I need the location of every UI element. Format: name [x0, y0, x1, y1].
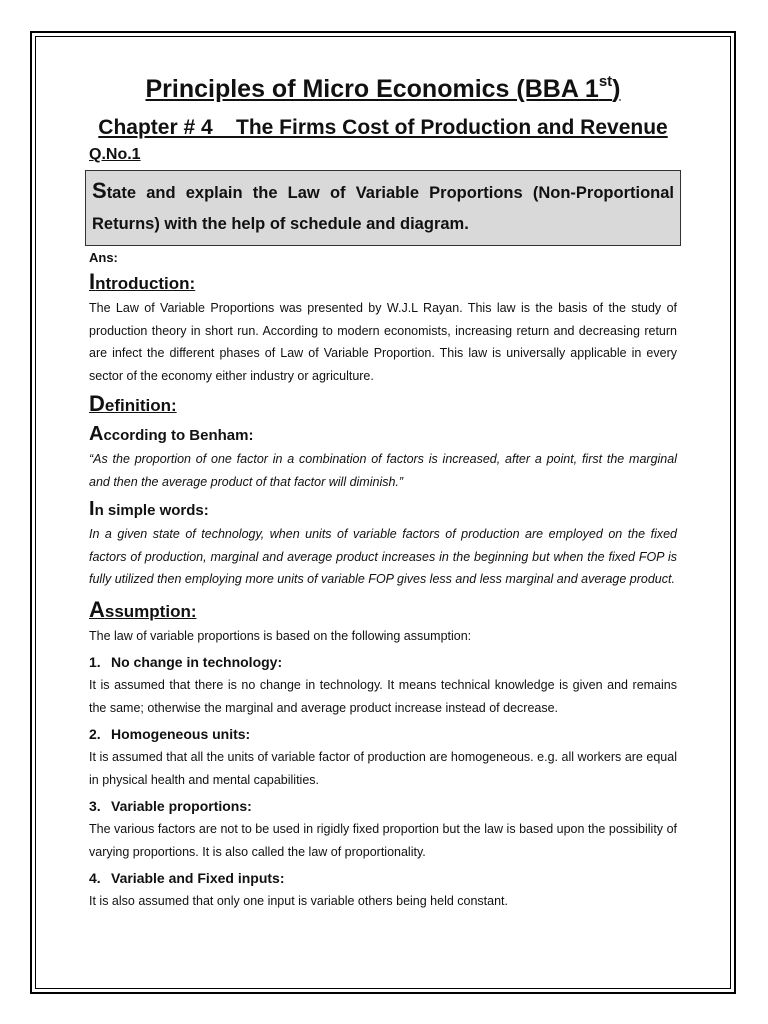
question-text: tate and explain the Law of Variable Proportions (Non-Proportional Returns) with the help of schedule and diagram.: [92, 184, 674, 233]
introduction-heading: [89, 269, 677, 297]
assumption-heading-initial: A: [89, 596, 105, 622]
assumption-item-title: No change in technology:: [111, 654, 283, 670]
answer-label: Ans:: [89, 250, 118, 265]
assumption-item-body: It is also assumed that only one input is variable others being held constant.: [89, 894, 509, 908]
question-initial: S: [92, 178, 107, 203]
assumption-item-heading: [89, 722, 677, 746]
assumption-item-title: Homogeneous units:: [111, 726, 251, 742]
assumption-item-heading: [89, 650, 677, 674]
introduction-paragraph: The Law of Variable Proportions was presented by W.J.L Rayan. This law is the basis of the study of production theory in short run. According to modern economists, increasing return and decreasing return are infect the different phases of Law of Variable Proportion. This law is universally applicable in every sector of the economy either industry or agriculture.: [89, 301, 677, 383]
benham-heading-initial: A: [89, 423, 104, 445]
assumption-item-body: It is assumed that all the units of variable factor of production are homogeneous. e.g. all workers are equal in physical health and mental capabilities.: [89, 750, 677, 787]
assumption-intro: The law of variable proportions is based on the following assumption:: [89, 628, 472, 643]
benham-quote: “As the proportion of one factor in a combination of factors is increased, after a point, first the marginal and then the average product of that factor will diminish.”: [89, 452, 677, 489]
assumption-item-heading: [89, 866, 677, 890]
assumption-item-body: It is assumed that there is no change in technology. It means technical knowledge is given and remains the same; otherwise the marginal and average product increase instead of decrease.: [89, 678, 677, 715]
document-title: [89, 62, 677, 109]
simple-words-heading-text: n simple words:: [94, 502, 209, 519]
simple-words-heading-initial: I: [89, 498, 95, 520]
chapter-heading: Chapter # 4 The Firms Cost of Production and Revenue: [98, 116, 668, 139]
assumption-item-body: The various factors are not to be used in rigidly fixed proportion but the law is based upon the possibility of varying proportions. It is also called the law of proportionality.: [89, 822, 677, 859]
introduction-heading-initial: I: [89, 269, 96, 294]
benham-heading: [89, 422, 677, 448]
definition-heading-initial: D: [89, 391, 105, 416]
document-page: [89, 62, 677, 913]
title-superscript: st: [598, 73, 613, 90]
title-text: Principles of Micro Economics (BBA 1: [145, 75, 599, 103]
benham-heading-text: ccording to Benham:: [103, 427, 254, 444]
definition-heading-text: efinition:: [104, 396, 177, 415]
assumption-item-number: 1.: [89, 654, 101, 670]
assumption-heading: [89, 597, 677, 625]
assumption-item-number: 2.: [89, 726, 101, 742]
simple-words-paragraph: In a given state of technology, when units of variable factors of production are employed on the fixed factors of production, marginal and average product increases in the beginning but when the fixed FOP is fully utilized then employing more units of variable FOP gives less and less marginal and average product.: [89, 527, 677, 586]
assumption-item-heading: [89, 794, 677, 818]
title-close: ): [612, 75, 621, 103]
assumption-item-number: 4.: [89, 870, 101, 886]
assumption-item-number: 3.: [89, 798, 101, 814]
definition-heading: [89, 391, 677, 419]
assumption-heading-text: ssumption:: [104, 601, 197, 621]
question-box: [85, 170, 681, 246]
introduction-heading-text: ntroduction:: [95, 274, 196, 293]
assumption-item-title: Variable and Fixed inputs:: [111, 870, 285, 886]
assumption-item-title: Variable proportions:: [111, 798, 252, 814]
simple-words-heading: [89, 497, 677, 523]
question-number: Q.No.1: [89, 146, 141, 163]
